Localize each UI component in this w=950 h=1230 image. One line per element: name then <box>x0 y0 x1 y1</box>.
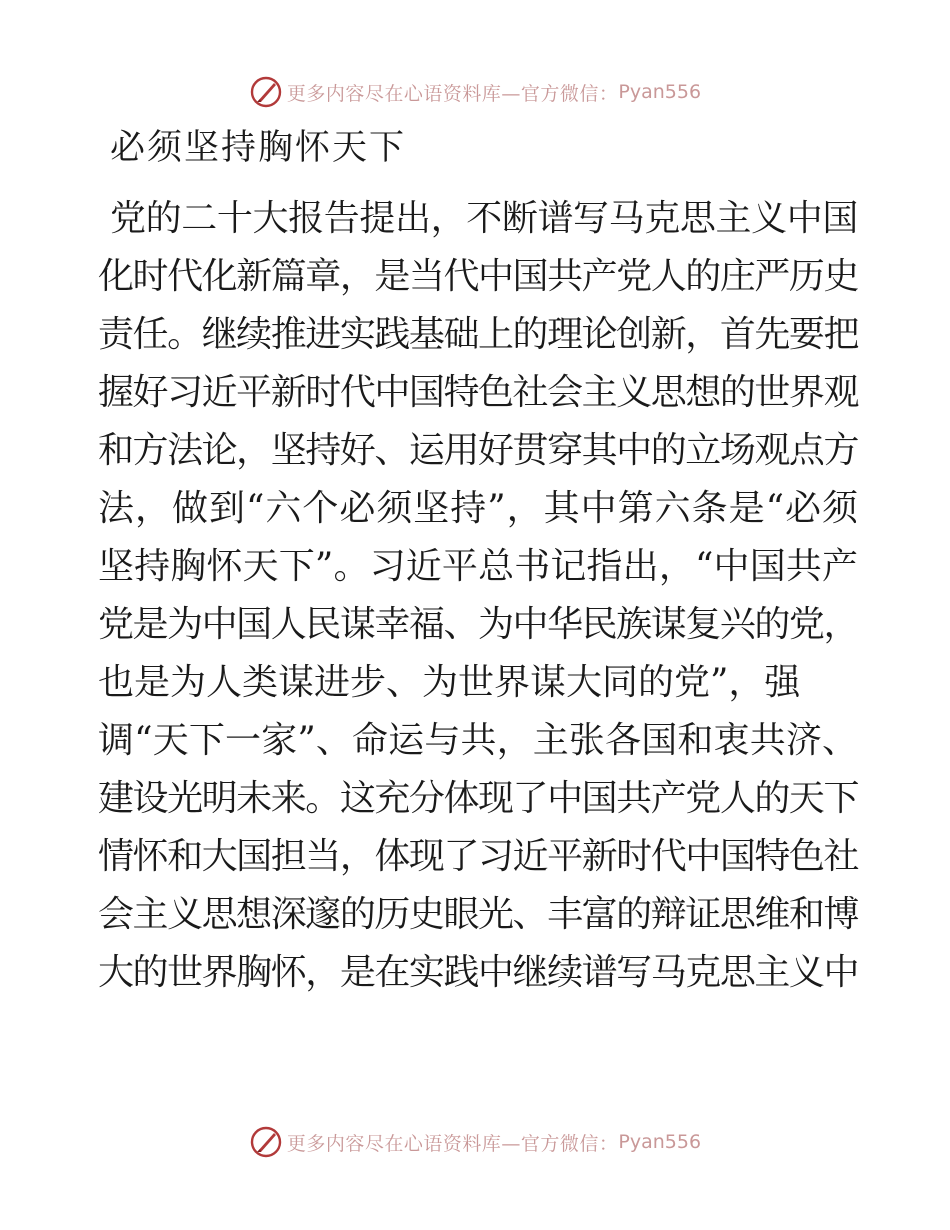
watermark-wechat-id: Pyan556 <box>618 81 702 103</box>
watermark-text: 更多内容尽在心语资料库—官方微信： <box>286 1132 619 1155</box>
body-line: 大的世界胸怀，是在实践中继续谱写马克思主义中 <box>98 952 858 993</box>
body-line: 坚持胸怀天下”。习近平总书记指出，“中国共产 <box>98 546 858 587</box>
body-line: 党是为中国人民谋幸福、为中华民族谋复兴的党， <box>98 604 858 645</box>
document-body <box>98 190 858 1002</box>
body-line: 调“天下一家”、命运与共，主张各国和衷共济、 <box>98 720 858 761</box>
body-line: 法，做到“六个必须坚持”，其中第六条是“必须 <box>98 488 858 529</box>
quill-logo-icon <box>249 75 283 109</box>
body-line: 党的二十大报告提出，不断谱写马克思主义中国 <box>110 198 859 239</box>
header-watermark <box>0 72 950 112</box>
body-line: 情怀和大国担当，体现了习近平新时代中国特色社 <box>98 836 858 877</box>
body-line: 建设光明未来。这充分体现了中国共产党人的天下 <box>98 778 858 819</box>
footer-watermark <box>0 1122 950 1162</box>
watermark-wechat-id: Pyan556 <box>618 1131 702 1153</box>
body-line: 责任。继续推进实践基础上的理论创新，首先要把 <box>98 314 858 355</box>
body-line: 握好习近平新时代中国特色社会主义思想的世界观 <box>98 372 858 413</box>
watermark-text: 更多内容尽在心语资料库—官方微信： <box>286 82 619 105</box>
body-line: 会主义思想深邃的历史眼光、丰富的辩证思维和博 <box>98 894 858 935</box>
quill-logo-icon <box>249 1125 283 1159</box>
document-title: 必须坚持胸怀天下 <box>110 128 407 168</box>
body-line: 化时代化新篇章，是当代中国共产党人的庄严历史 <box>98 256 858 297</box>
body-line: 和方法论，坚持好、运用好贯穿其中的立场观点方 <box>98 430 858 471</box>
body-line: 也是为人类谋进步、为世界谋大同的党”，强 <box>98 662 801 703</box>
